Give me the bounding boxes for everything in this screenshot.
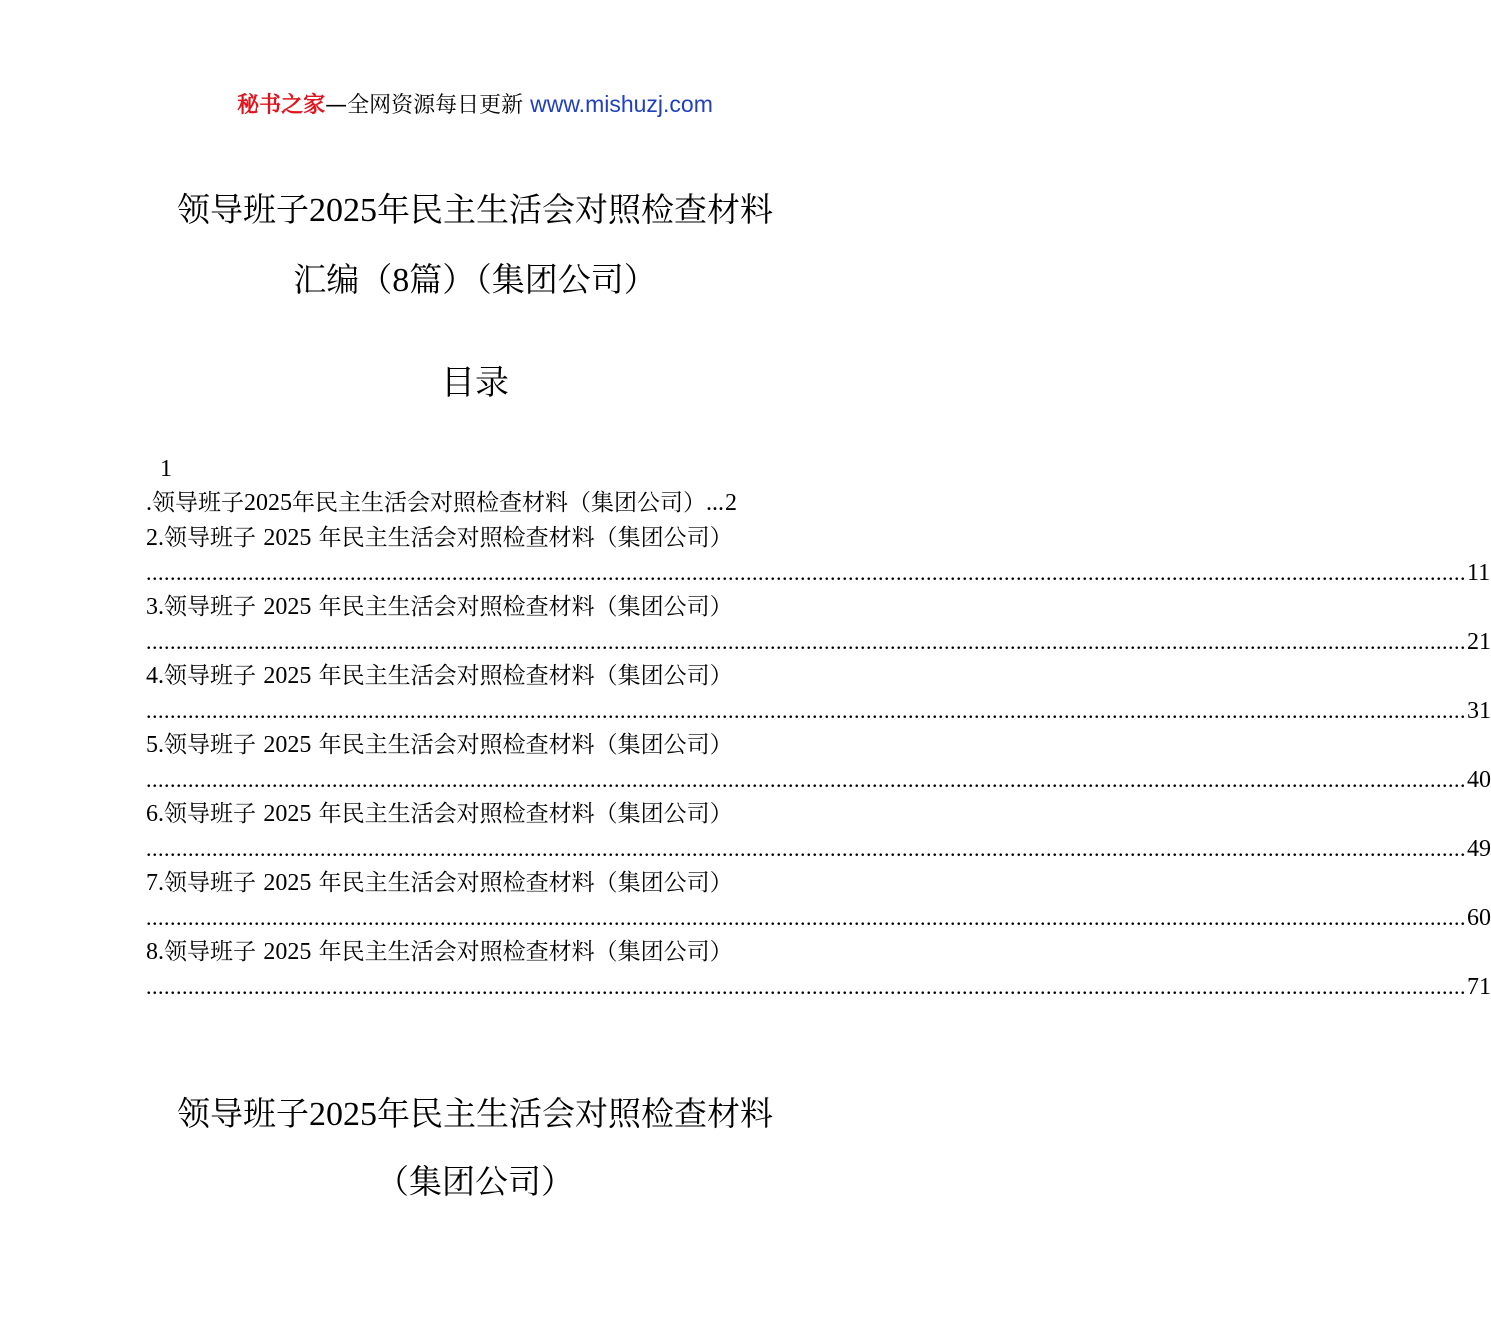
toc-entry-text: 领导班子 <box>164 732 264 758</box>
toc-entry-number: 4. <box>146 663 164 689</box>
toc-entry-text: 领导班子 <box>164 870 264 896</box>
toc-entry-text: 领导班子 <box>164 525 264 551</box>
toc-entry-page: 2 <box>725 490 737 516</box>
toc-entry-text: 年民主生活会对照检查材料（集团公司） <box>311 801 733 827</box>
toc-entry-page: 21 <box>1467 629 1491 655</box>
toc-entry-leader-line <box>146 763 1491 797</box>
section-title-text: 年民主生活会对照检查材料 <box>377 1094 773 1133</box>
toc-entry-text: 年民主生活会对照检查材料（集团公司） <box>311 939 733 965</box>
toc-entry-text: 领导班子 <box>164 594 264 620</box>
title-year: 2025 <box>309 192 377 229</box>
toc-entry-year: 2025 <box>263 525 312 551</box>
toc-entry-6[interactable] <box>146 797 806 832</box>
toc-entry-year: 2025 <box>263 939 312 965</box>
toc-dot-leader: ............................................................................................................................................................................................................................ <box>146 560 1466 585</box>
title-text: 篇）（集团公司） <box>409 260 657 299</box>
toc-entry-number: 2. <box>146 525 164 551</box>
site-header <box>0 88 950 122</box>
section-title-text: 领导班子 <box>177 1094 309 1133</box>
title-count: 8 <box>392 262 410 299</box>
header-tagline: —全网资源每日更新 <box>325 93 531 118</box>
toc-entry-page: 11 <box>1467 560 1491 586</box>
toc-entry-year: 2025 <box>263 594 312 620</box>
toc-entry-leader-line <box>146 832 1491 866</box>
toc-dot-leader: ............................................................................................................................................................................................................................ <box>146 629 1466 654</box>
toc-entry-year: 2025 <box>244 490 292 516</box>
toc-heading: 目录 <box>441 363 509 403</box>
section-title-year: 2025 <box>309 1096 377 1133</box>
title-text: 领导班子 <box>177 190 309 229</box>
toc-entry-text: 年民主生活会对照检查材料（集团公司） <box>311 525 733 551</box>
toc-entry-2[interactable] <box>146 521 806 556</box>
toc-dot-leader: ............................................................................................................................................................................................................................ <box>146 698 1466 723</box>
toc-entry-page: 60 <box>1467 905 1491 931</box>
table-of-contents <box>146 452 1491 1004</box>
toc-entry-text: 年民主生活会对照检查材料（集团公司） <box>311 663 733 689</box>
toc-entry-year: 2025 <box>263 801 312 827</box>
brand-name: 秘书之家 <box>237 93 326 118</box>
toc-entry-number: 1 <box>160 456 172 482</box>
site-url-link[interactable]: www.mishuzj.com <box>530 91 713 117</box>
toc-entry-year: 2025 <box>263 663 312 689</box>
toc-entry-page: 40 <box>1467 767 1491 793</box>
toc-entry-8[interactable] <box>146 935 806 970</box>
toc-entry-5[interactable] <box>146 728 806 763</box>
toc-entry-leader-line <box>146 625 1491 659</box>
toc-entry-text: 年民主生活会对照检查材料（集团公司） <box>311 594 733 620</box>
toc-entry-year: 2025 <box>263 870 312 896</box>
toc-entry-number: 7. <box>146 870 164 896</box>
toc-dot-leader: ............................................................................................................................................................................................................................ <box>146 974 1466 999</box>
toc-entry-year: 2025 <box>263 732 312 758</box>
document-title-line-2 <box>0 258 950 303</box>
toc-entry-4[interactable] <box>146 659 806 694</box>
toc-dot-leader: ............................................................................................................................................................................................................................ <box>146 836 1466 861</box>
toc-entry-text: 领导班子 <box>164 939 264 965</box>
toc-entry-text: 年民主生活会对照检查材料（集团公司） <box>311 870 733 896</box>
toc-entry-leader-line <box>146 694 1491 728</box>
title-text: 年民主生活会对照检查材料 <box>377 190 773 229</box>
toc-entry-number: 3. <box>146 594 164 620</box>
toc-entry-text: 年民主生活会对照检查材料（集团公司） <box>292 490 706 516</box>
title-text: 汇编（ <box>293 260 393 299</box>
toc-entry-number: 8. <box>146 939 164 965</box>
toc-entry-leader-line <box>146 970 1491 1004</box>
toc-dot-leader: ............................................................................................................................................................................................................................ <box>146 767 1466 792</box>
toc-entry-text: 领导班子 <box>164 663 264 689</box>
toc-entry-text: 领导班子 <box>164 801 264 827</box>
toc-entry-number: 5. <box>146 732 164 758</box>
section-title-line-1 <box>0 1092 950 1137</box>
toc-entry-text: 领导班子 <box>152 490 244 516</box>
toc-entry-3[interactable] <box>146 590 806 625</box>
toc-entry-page: 31 <box>1467 698 1491 724</box>
section-title-line-2: （集团公司） <box>376 1162 574 1201</box>
toc-entry-7[interactable] <box>146 866 806 901</box>
toc-entry-page: 71 <box>1467 974 1491 1000</box>
toc-entry-prefix: . <box>146 490 152 516</box>
toc-entry-number: 6. <box>146 801 164 827</box>
toc-entry-1[interactable] <box>146 486 806 521</box>
toc-entry-leader-line <box>146 556 1491 590</box>
toc-dot-leader: ............................................................................................................................................................................................................................ <box>146 905 1466 930</box>
document-title-line-1 <box>0 188 950 233</box>
toc-entry-leader-line <box>146 901 1491 935</box>
toc-entry-text: 年民主生活会对照检查材料（集团公司） <box>311 732 733 758</box>
toc-entry-leader: ... <box>706 490 724 516</box>
toc-entry-page: 49 <box>1467 836 1491 862</box>
